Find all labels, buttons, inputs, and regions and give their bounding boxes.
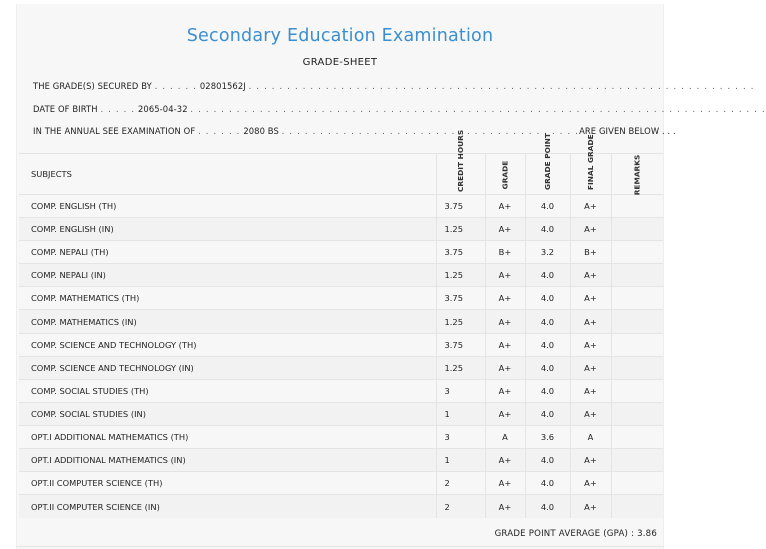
dob-value: 2065-04-32 <box>137 104 188 114</box>
subject-cell: OPT.I ADDITIONAL MATHEMATICS (TH) <box>19 425 436 448</box>
final-grade-cell: A+ <box>570 449 611 472</box>
exam-suffix: ARE GIVEN BELOW . . . <box>579 126 676 136</box>
dob-line <box>33 104 766 114</box>
subject-cell: COMP. ENGLISH (IN) <box>19 218 436 241</box>
credit-hours-cell: 1.25 <box>436 310 485 333</box>
symbol-number: 02801562J <box>199 81 246 91</box>
grade-point-cell: 4.0 <box>525 218 570 241</box>
remarks-cell <box>611 333 663 356</box>
grade-cell: B+ <box>485 241 525 264</box>
grade-cell: A+ <box>485 264 525 287</box>
credit-hours-header <box>436 129 485 195</box>
remarks-cell <box>611 425 663 448</box>
subject-cell: COMP. NEPALI (IN) <box>19 264 436 287</box>
credit-hours-cell: 3.75 <box>436 287 485 310</box>
credit-hours-cell: 1 <box>436 402 485 425</box>
remarks-cell <box>611 495 663 518</box>
grade-point-cell: 4.0 <box>525 333 570 356</box>
credit-hours-cell: 3.75 <box>436 241 485 264</box>
table-row <box>19 356 663 379</box>
grade-point-cell: 4.0 <box>525 287 570 310</box>
grade-cell: A+ <box>485 495 525 518</box>
subject-cell: COMP. SCIENCE AND TECHNOLOGY (IN) <box>19 356 436 379</box>
remarks-header-label: REMARKS <box>632 154 642 196</box>
dob-label: DATE OF BIRTH <box>33 104 98 114</box>
subject-cell: COMP. NEPALI (TH) <box>19 241 436 264</box>
gpa-value: 3.86 <box>637 529 657 539</box>
remarks-cell <box>611 287 663 310</box>
subject-cell: COMP. ENGLISH (TH) <box>19 195 436 218</box>
credit-hours-cell: 2 <box>436 495 485 518</box>
subject-cell: COMP. SOCIAL STUDIES (TH) <box>19 379 436 402</box>
final-grade-cell: A+ <box>570 356 611 379</box>
credit-hours-cell: 2 <box>436 472 485 495</box>
grade-point-cell: 4.0 <box>525 264 570 287</box>
subject-cell: COMP. MATHEMATICS (TH) <box>19 287 436 310</box>
grade-sheet <box>16 4 766 549</box>
credit-hours-cell: 3 <box>436 425 485 448</box>
table-row <box>19 402 663 425</box>
page-subtitle: GRADE-SHEET <box>302 57 378 68</box>
secured-by-label: THE GRADE(S) SECURED BY <box>33 81 152 91</box>
final-grade-cell: A+ <box>570 195 611 218</box>
exam-line <box>33 126 676 136</box>
dob-lead-dots: . . . . . <box>100 104 136 114</box>
grade-cell: A+ <box>485 287 525 310</box>
final-grade-header-label: FINAL GRADE <box>585 134 595 190</box>
remarks-cell <box>611 241 663 264</box>
final-grade-cell: B+ <box>570 241 611 264</box>
table-header-row <box>19 154 663 195</box>
table-row <box>19 333 663 356</box>
grade-point-cell: 4.0 <box>525 356 570 379</box>
remarks-cell <box>611 379 663 402</box>
subject-cell: OPT.I ADDITIONAL MATHEMATICS (IN) <box>19 449 436 472</box>
table-row <box>19 264 663 287</box>
final-grade-cell: A+ <box>570 287 611 310</box>
grade-cell: A+ <box>485 449 525 472</box>
grade-cell: A+ <box>485 356 525 379</box>
grade-cell: A+ <box>485 472 525 495</box>
table-row <box>19 310 663 333</box>
gpa-line <box>495 529 657 539</box>
grade-point-cell: 4.0 <box>525 472 570 495</box>
credit-hours-cell: 3.75 <box>436 333 485 356</box>
grade-cell: A+ <box>485 402 525 425</box>
gpa-label: GRADE POINT AVERAGE (GPA) : <box>494 529 635 539</box>
grade-point-cell: 3.2 <box>525 241 570 264</box>
page-title: Secondary Education Examination <box>186 26 494 46</box>
final-grade-cell: A+ <box>570 218 611 241</box>
remarks-cell <box>611 402 663 425</box>
grade-point-cell: 4.0 <box>525 402 570 425</box>
remarks-cell <box>611 218 663 241</box>
subject-cell: COMP. MATHEMATICS (IN) <box>19 310 436 333</box>
remarks-cell <box>611 472 663 495</box>
table-row <box>19 241 663 264</box>
subject-cell: COMP. SCIENCE AND TECHNOLOGY (TH) <box>19 333 436 356</box>
remarks-cell <box>611 356 663 379</box>
grade-cell: A+ <box>485 379 525 402</box>
table-row <box>19 195 663 218</box>
grade-point-cell: 4.0 <box>525 195 570 218</box>
grade-cell: A <box>485 425 525 448</box>
table-row <box>19 287 663 310</box>
credit-hours-cell: 1.25 <box>436 218 485 241</box>
remarks-cell <box>611 310 663 333</box>
credit-hours-cell: 1 <box>436 449 485 472</box>
final-grade-cell: A+ <box>570 310 611 333</box>
table-row <box>19 218 663 241</box>
bottom-divider <box>17 546 663 547</box>
final-grade-cell: A+ <box>570 264 611 287</box>
grade-cell: A+ <box>485 333 525 356</box>
credit-hours-cell: 3.75 <box>436 195 485 218</box>
final-grade-cell: A+ <box>570 379 611 402</box>
grade-cell: A+ <box>485 218 525 241</box>
final-grade-cell: A+ <box>570 472 611 495</box>
grade-point-cell: 4.0 <box>525 379 570 402</box>
final-grade-cell: A+ <box>570 402 611 425</box>
subject-cell: OPT.II COMPUTER SCIENCE (IN) <box>19 495 436 518</box>
remarks-header <box>611 154 663 195</box>
grade-header <box>485 154 525 195</box>
credit-hours-header-label: CREDIT HOURS <box>455 129 465 192</box>
table-row <box>19 472 663 495</box>
final-grade-header <box>570 134 611 195</box>
grade-point-header-label: GRADE POINT <box>542 133 552 190</box>
remarks-cell <box>611 264 663 287</box>
subjects-header: SUBJECTS <box>19 154 436 195</box>
exam-trail-dots: . . . . . . . . . . . . . . . . . . . . . . . . . . . . . . . . . . . . . . . <box>281 126 580 136</box>
credit-hours-cell: 1.25 <box>436 356 485 379</box>
grade-cell: A+ <box>485 195 525 218</box>
final-grade-cell: A <box>570 425 611 448</box>
final-grade-cell: A+ <box>570 495 611 518</box>
remarks-cell <box>611 449 663 472</box>
grade-point-cell: 4.0 <box>525 495 570 518</box>
table-row <box>19 379 663 402</box>
final-grade-cell: A+ <box>570 333 611 356</box>
exam-label: IN THE ANNUAL SEE EXAMINATION OF <box>33 126 196 136</box>
dob-trail-dots: . . . . . . . . . . . . . . . . . . . . . . . . . . . . . . . . . . . . . . . . . . . . . . . . . . . . . . . . . . . . . . . . . . . . . . . . . . . <box>190 104 766 114</box>
credit-hours-cell: 1.25 <box>436 264 485 287</box>
grade-point-header <box>525 133 570 195</box>
remarks-cell <box>611 195 663 218</box>
grade-point-cell: 3.6 <box>525 425 570 448</box>
grade-point-cell: 4.0 <box>525 449 570 472</box>
table-row <box>19 495 663 518</box>
grade-point-cell: 4.0 <box>525 310 570 333</box>
grade-cell: A+ <box>485 310 525 333</box>
subject-cell: COMP. SOCIAL STUDIES (IN) <box>19 402 436 425</box>
credit-hours-cell: 3 <box>436 379 485 402</box>
secured-by-lead-dots: . . . . . . <box>154 81 198 91</box>
subject-cell: OPT.II COMPUTER SCIENCE (TH) <box>19 472 436 495</box>
secured-by-line <box>33 81 755 91</box>
exam-value: 2080 BS <box>243 126 279 136</box>
exam-lead-dots: . . . . . . <box>198 126 241 136</box>
secured-by-trail-dots: . . . . . . . . . . . . . . . . . . . . . . . . . . . . . . . . . . . . . . . . . . . . . . . . . . . . . . . . . . . . . . . . . . <box>248 81 755 91</box>
table-row <box>19 425 663 448</box>
grade-header-label: GRADE <box>499 160 509 190</box>
table-row <box>19 449 663 472</box>
